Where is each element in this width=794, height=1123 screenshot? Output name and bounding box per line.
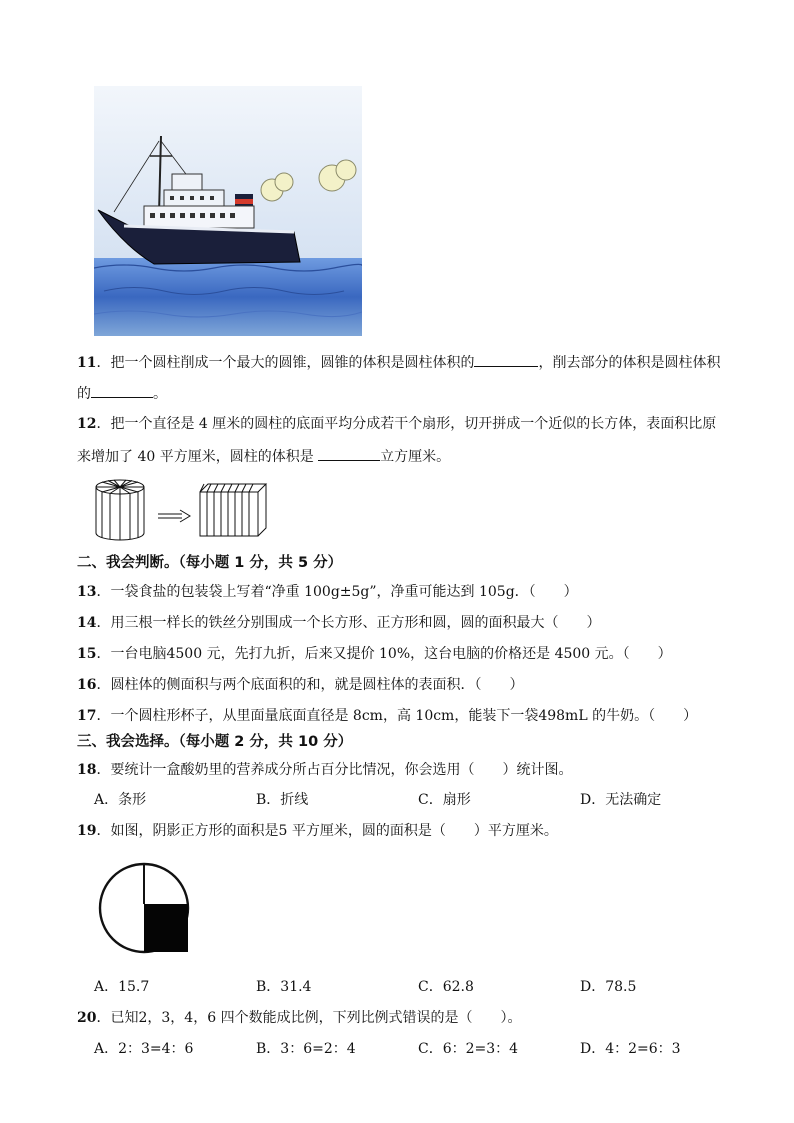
cylinder-to-cuboid-figure — [88, 478, 288, 544]
question-text: 。 — [153, 386, 167, 402]
question-11 — [77, 352, 720, 372]
question-18 — [77, 761, 572, 779]
q18-option-c[interactable]: C．扇形 — [418, 792, 471, 808]
question-number: 16 — [77, 677, 97, 693]
question-20 — [77, 1009, 522, 1027]
circle-square-figure — [98, 860, 194, 956]
question-17 — [77, 707, 697, 725]
q18-option-a[interactable]: A．条形 — [94, 792, 147, 808]
question-text: ．把一个圆柱削成一个最大的圆锥，圆锥的体积是圆柱体积的 — [96, 355, 475, 371]
q20-option-d[interactable]: D．4：2=6：3 — [580, 1041, 681, 1057]
question-number: 18 — [77, 762, 97, 778]
question-text: 的 — [77, 386, 91, 402]
question-text: ．如图，阴影正方形的面积是5 平方厘米，圆的面积是（ ）平方厘米。 — [96, 823, 558, 839]
question-text: 立方厘米。 — [380, 449, 451, 465]
q18-option-d[interactable]: D．无法确定 — [580, 792, 662, 808]
q19-option-a[interactable]: A．15.7 — [94, 979, 150, 995]
question-number: 15 — [77, 646, 97, 662]
q20-option-c[interactable]: C．6：2=3：4 — [418, 1041, 519, 1057]
question-text: ，削去部分的体积是圆柱体积 — [538, 355, 721, 371]
question-text: ．把一个直径是 4 厘米的圆柱的底面平均分成若干个扇形，切开拼成一个近似的长方体，表面积比原 — [96, 416, 717, 432]
section-3-heading: 三、我会选择。（每小题 2 分，共 10 分） — [77, 734, 353, 750]
ship-illustration — [94, 86, 362, 336]
question-19 — [77, 822, 558, 840]
q20-option-b[interactable]: B．3：6=2：4 — [256, 1041, 356, 1057]
answer-blank[interactable] — [318, 446, 380, 461]
question-12-line-2 — [77, 446, 450, 466]
question-text: ．一台电脑4500 元，先打九折，后来又提价 10%，这台电脑的价格还是 4500 元。（ ） — [96, 646, 672, 662]
q18-option-b[interactable]: B．折线 — [256, 792, 309, 808]
question-14 — [77, 614, 600, 632]
question-text: 来增加了 40 平方厘米，圆柱的体积是 — [77, 449, 319, 465]
question-11-line-2 — [77, 383, 167, 403]
question-text: ．一袋食盐的包装袋上写着“净重 100g±5g”，净重可能达到 105g．（ ） — [96, 584, 578, 600]
question-number: 12 — [77, 416, 97, 432]
question-number: 14 — [77, 615, 97, 631]
q19-option-c[interactable]: C．62.8 — [418, 979, 474, 995]
question-12 — [77, 415, 716, 433]
question-number: 13 — [77, 584, 97, 600]
q20-option-a[interactable]: A．2：3=4：6 — [94, 1041, 194, 1057]
question-number: 20 — [77, 1010, 97, 1026]
question-text: ．一个圆柱形杯子，从里面量底面直径是 8cm，高 10cm，能装下一袋498mL 的牛奶。（ ） — [96, 708, 698, 724]
question-text: ．已知2，3，4，6 四个数能成比例，下列比例式错误的是（ ）。 — [96, 1010, 522, 1026]
question-16 — [77, 676, 523, 694]
section-2-heading: 二、我会判断。（每小题 1 分，共 5 分） — [77, 555, 343, 571]
answer-blank[interactable] — [474, 352, 538, 367]
question-number: 19 — [77, 823, 97, 839]
answer-blank[interactable] — [91, 383, 153, 398]
question-text: ．要统计一盒酸奶里的营养成分所占百分比情况，你会选用（ ）统计图。 — [96, 762, 573, 778]
question-13 — [77, 583, 578, 601]
question-text: ．用三根一样长的铁丝分别围成一个长方形、正方形和圆，圆的面积最大（ ） — [96, 615, 601, 631]
question-text: ．圆柱体的侧面积与两个底面积的和，就是圆柱体的表面积．（ ） — [96, 677, 524, 693]
q19-option-b[interactable]: B．31.4 — [256, 979, 312, 995]
q19-option-d[interactable]: D．78.5 — [580, 979, 637, 995]
question-number: 11 — [77, 355, 97, 371]
question-15 — [77, 645, 672, 663]
question-number: 17 — [77, 708, 97, 724]
